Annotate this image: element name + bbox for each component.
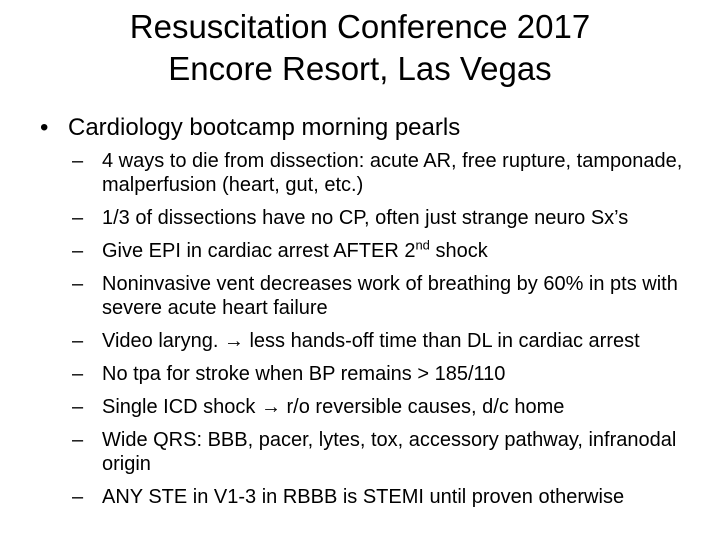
sub-bullet-text: Single ICD shock → r/o reversible causes, d/c home [102,396,565,418]
epi-superscript: nd [415,237,430,253]
sub-bullet-wide-qrs [72,428,712,476]
sub-bullet-text: 1/3 of dissections have no CP, often just strange neuro Sx’s [102,207,629,229]
dash-marker: – [72,330,84,352]
dash-marker: – [72,240,84,262]
main-bullet-text: Cardiology bootcamp morning pearls [68,114,461,141]
dash-marker: – [72,273,84,295]
sub-bullet-text: No tpa for stroke when BP remains > 185/110 [102,363,506,385]
sub-bullet-dissection-causes [72,149,712,197]
sub-bullet-text: Wide QRS: BBB, pacer, lytes, tox, accessory pathway, infranodal origin [102,429,677,475]
sub-bullet-niv [72,272,712,320]
dash-marker: – [72,486,84,508]
sub-bullet-text: Noninvasive vent decreases work of breathing by 60% in pts with severe acute heart failure [102,273,678,319]
sub-bullet-rbbb-stemi [72,485,712,509]
sub-bullet-dissection-cp [72,206,712,230]
slide-title [0,6,720,90]
dash-marker: – [72,363,84,385]
sub-bullet-text: ANY STE in V1-3 in RBBB is STEMI until proven otherwise [102,486,625,508]
sub-bullet-list [72,149,712,518]
sub-bullet-video-laryngoscopy [72,329,712,353]
dash-marker: – [72,150,84,172]
sub-bullet-icd-shock [72,395,712,419]
sub-bullet-tpa [72,362,712,386]
dash-marker: – [72,429,84,451]
bullet-marker: • [40,114,49,141]
dash-marker: – [72,207,84,229]
sub-bullet-text: 4 ways to die from dissection: acute AR, free rupture, tamponade, malperfusion (heart, gut, etc.) [102,150,683,196]
dash-marker: – [72,396,84,418]
epi-text-before: Give EPI in cardiac arrest AFTER 2 [102,240,416,262]
title-line-2: Encore Resort, Las Vegas [168,50,552,87]
sub-bullet-text [102,239,712,263]
title-line-1: Resuscitation Conference 2017 [129,8,591,45]
sub-bullet-text: Video laryng. → less hands-off time than DL in cardiac arrest [102,330,640,352]
epi-text-after: shock [429,240,488,262]
sub-bullet-epi [72,239,712,263]
